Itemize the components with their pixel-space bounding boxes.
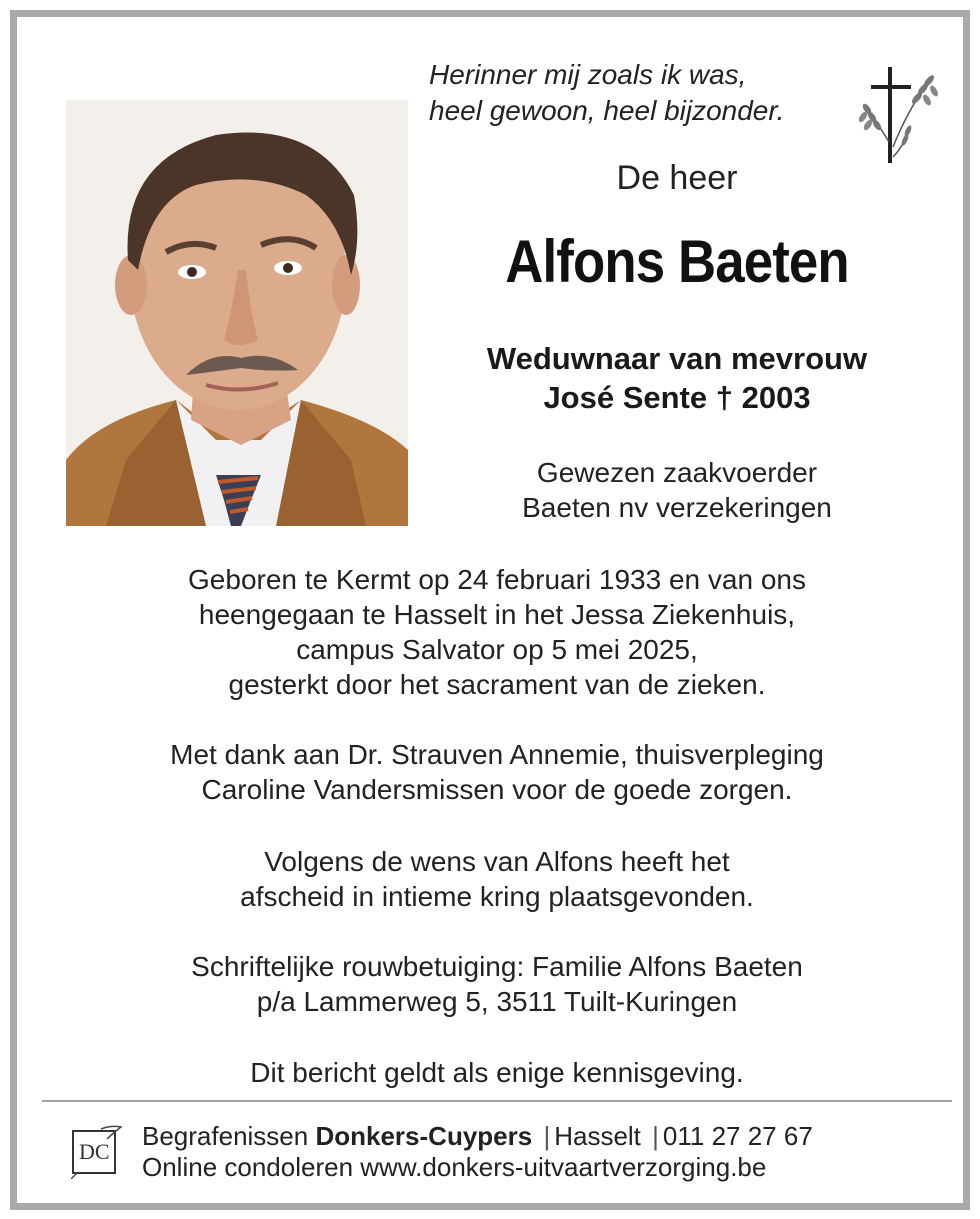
sole-notice: Dit bericht geldt als enige kennisgeving. bbox=[250, 1057, 744, 1088]
widower-line-2: José Sente † 2003 bbox=[543, 380, 811, 415]
profession-line-2: Baeten nv verzekeringen bbox=[522, 492, 832, 523]
memorial-poem bbox=[429, 57, 829, 129]
salutation: De heer bbox=[616, 159, 738, 197]
birth-death-line-2: heengegaan te Hasselt in het Jessa Ziekenhuis, bbox=[198, 599, 796, 630]
funeral-prefix: Begrafenissen bbox=[142, 1121, 309, 1151]
portrait-photo bbox=[66, 100, 408, 526]
birth-death-line-1: Geboren te Kermt op 24 februari 1933 en van ons bbox=[188, 564, 806, 595]
thanks-line-2: Caroline Vandersmissen voor de goede zorgen. bbox=[201, 774, 793, 805]
farewell-line-2: afscheid in intieme kring plaatsgevonden. bbox=[240, 881, 754, 912]
thanks-line-1: Met dank aan Dr. Strauven Annemie, thuisverpleging bbox=[170, 739, 824, 770]
online-label: Online condoleren bbox=[142, 1152, 354, 1182]
deceased-name: Alfons Baeten bbox=[505, 228, 849, 295]
funeral-home-logo bbox=[71, 1123, 123, 1184]
poem-line-1: Herinner mij zoals ik was, bbox=[429, 59, 747, 90]
obituary-card bbox=[10, 10, 970, 1210]
farewell-paragraph bbox=[47, 844, 947, 914]
widower-line-1: Weduwnaar van mevrouw bbox=[486, 341, 868, 376]
birth-death-line-4: gesterkt door het sacrament van de zieken. bbox=[228, 669, 766, 700]
poem-line-2: heel gewoon, heel bijzonder. bbox=[429, 95, 785, 126]
funeral-home-line bbox=[142, 1121, 942, 1151]
separator: | bbox=[543, 1121, 551, 1151]
funeral-company: Donkers-Cuypers bbox=[315, 1121, 533, 1151]
website-link[interactable]: www.donkers-uitvaartverzorging.be bbox=[360, 1152, 767, 1182]
widower-of bbox=[417, 339, 937, 417]
farewell-line-1: Volgens de wens van Alfons heeft het bbox=[264, 846, 730, 877]
condolence-line-2: p/a Lammerweg 5, 3511 Tuilt-Kuringen bbox=[256, 986, 738, 1017]
svg-text:DC: DC bbox=[79, 1139, 110, 1164]
funeral-city: Hasselt bbox=[554, 1121, 641, 1151]
former-profession bbox=[457, 455, 897, 525]
condolence-address bbox=[47, 949, 947, 1019]
thanks-paragraph bbox=[47, 737, 947, 807]
separator: | bbox=[652, 1121, 659, 1151]
online-condolence-line bbox=[142, 1152, 942, 1182]
profession-line-1: Gewezen zaakvoerder bbox=[536, 457, 818, 488]
birth-death-line-3: campus Salvator op 5 mei 2025, bbox=[296, 634, 698, 665]
condolence-line-1: Schriftelijke rouwbetuiging: Familie Alfons Baeten bbox=[191, 951, 803, 982]
funeral-phone: 011 27 27 67 bbox=[662, 1121, 813, 1151]
footer-divider bbox=[42, 1100, 952, 1102]
birth-death-paragraph bbox=[47, 562, 947, 702]
cross-with-wheat-icon bbox=[859, 67, 939, 172]
